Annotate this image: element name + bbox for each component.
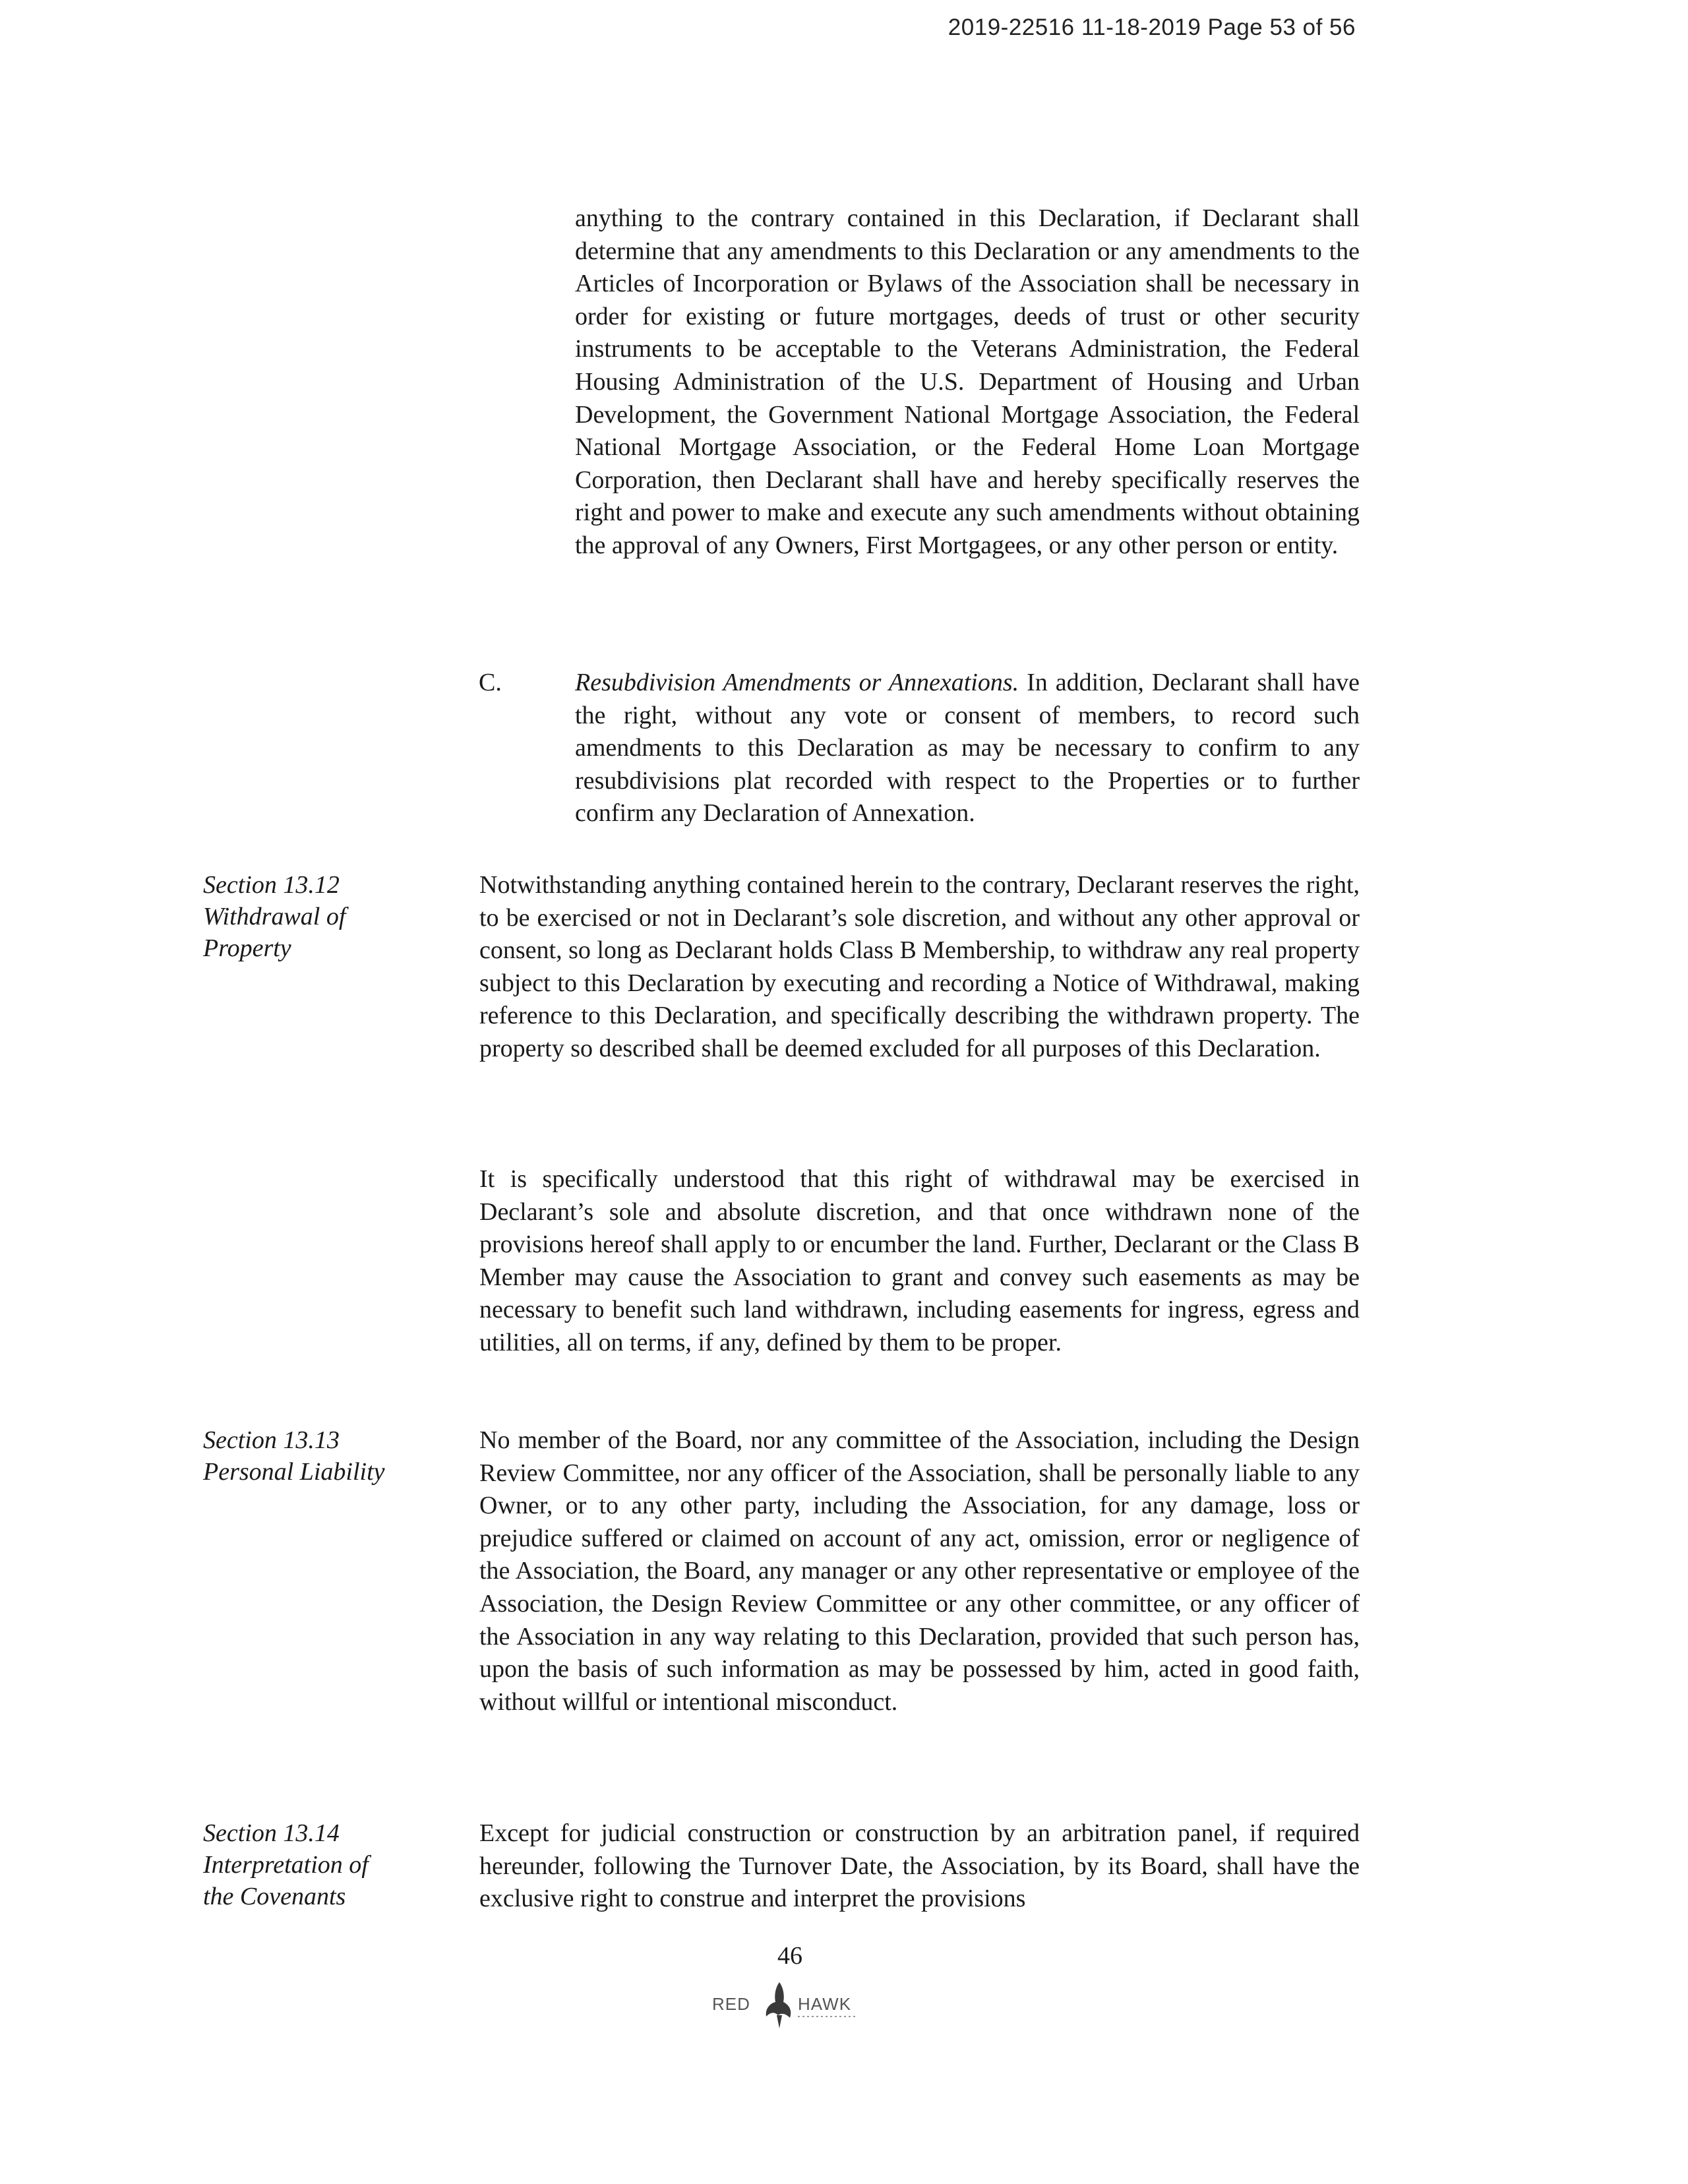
page-number: 46 <box>777 1942 802 1970</box>
item-c-title: Resubdivision Amendments or Annexations. <box>575 669 1019 696</box>
item-c-text: In addition, Declarant shall have the right, without any vote or consent of members, to record such amendments to this Declaration as may be necessary to confirm to any resubdivisions plat recorded with respect to the Properties or to further confirm any Declaration of Annexation. <box>575 669 1360 828</box>
item-c-letter: C. <box>479 669 502 696</box>
section-13-12-paragraph-1: Notwithstanding anything contained herein to the contrary, Declarant reserves the right, to be exercised or not in Declarant’s sole discretion, and without any other approval or consent, so long as Declarant holds Class B Membership, to withdraw any real property subject to this Declaration by executing and recording a Notice of Withdrawal, making reference to this Declaration, and specifically describing the withdrawn property. The property so described shall be deemed excluded for all purposes of this Declaration. <box>479 871 1360 1062</box>
section-title-line: Property <box>203 934 291 962</box>
section-number: Section 13.12 <box>203 871 340 899</box>
redhawk-logo <box>706 1978 903 2031</box>
section-number: Section 13.14 <box>203 1819 340 1847</box>
hawk-icon <box>766 1982 791 2028</box>
section-title-line: Interpretation of <box>203 1851 369 1879</box>
section-13-14-paragraph: Except for judicial construction or construction by an arbitration panel, if required hereunder, following the Turnover Date, the Association, by its Board, shall have the exclusive right to construe and interpret the provisions <box>479 1819 1360 1913</box>
item-c-paragraph <box>575 667 1360 830</box>
section-number: Section 13.13 <box>203 1426 340 1454</box>
recording-stamp: 2019-22516 11-18-2019 Page 53 of 56 <box>948 15 1356 40</box>
section-title-line: the Covenants <box>203 1883 346 1910</box>
section-13-14-label <box>203 1817 421 1912</box>
section-title-line: Withdrawal of <box>203 903 346 930</box>
logo-text-left: RED <box>712 1994 750 2014</box>
section-title-line: Personal Liability <box>203 1458 385 1486</box>
section-13-13-label <box>203 1424 421 1488</box>
section-13-12-label <box>203 869 421 964</box>
section-13-13-paragraph: No member of the Board, nor any committee of the Association, including the Design Review Committee, nor any officer of the Association, shall be personally liable to any Owner, or to any other party, including the Association, for any damage, loss or prejudice suffered or claimed on account of any act, omission, error or negligence of the Association, the Board, any manager or any other representative or employee of the Association, the Design Review Committee or any other committee, or any officer of the Association in any way relating to this Declaration, provided that such person has, upon the basis of such information as may be possessed by him, acted in good faith, without willful or intentional misconduct. <box>479 1426 1360 1716</box>
logo-text-right: HAWK <box>798 1994 852 2014</box>
section-13-12-paragraph-2: It is specifically understood that this right of withdrawal may be exercised in Declarant’s sole and absolute discretion, and that once withdrawn none of the provisions hereof shall apply to or encumber the land. Further, Declarant or the Class B Member may cause the Association to grant and convey such easements as may be necessary to benefit such land withdrawn, including easements for ingress, egress and utilities, all on terms, if any, defined by them to be proper. <box>479 1165 1360 1356</box>
continued-paragraph: anything to the contrary contained in this Declaration, if Declarant shall determine that any amendments to this Declaration or any amendments to the Articles of Incorporation or Bylaws of the Association shall be necessary in order for existing or future mortgages, deeds of trust or other security instruments to be acceptable to the Veterans Administration, the Federal Housing Administration of the U.S. Department of Housing and Urban Development, the Government National Mortgage Association, the Federal National Mortgage Association, or the Federal Home Loan Mortgage Corporation, then Declarant shall have and hereby specifically reserves the right and power to make and execute any such amendments without obtaining the approval of any Owners, First Mortgagees, or any other person or entity. <box>575 204 1360 559</box>
